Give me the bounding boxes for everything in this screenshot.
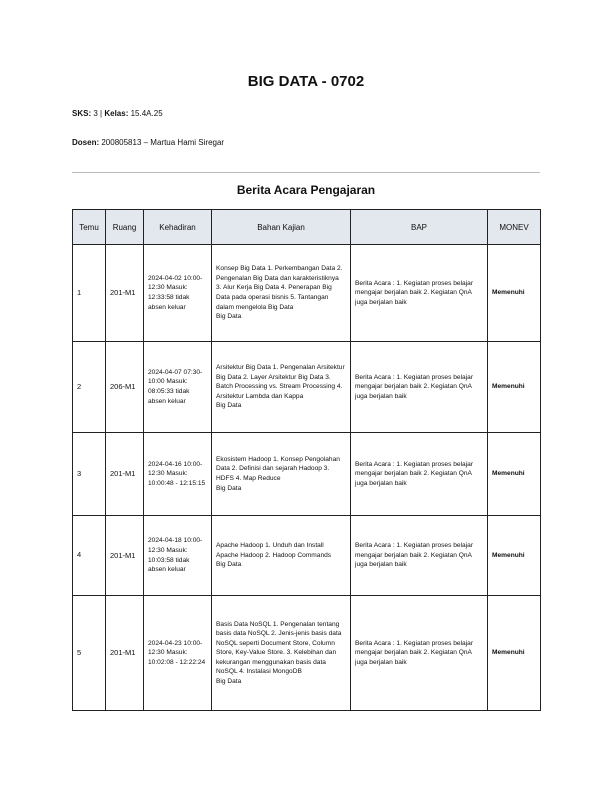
- bahan-kajian-text: Ekosistem Hadoop 1. Konsep Pengolahan Data 2. Definisi dan sejarah Hadoop 3. HDFS 4. Map Reduce: [216, 455, 340, 482]
- section-title: Berita Acara Pengajaran: [236, 183, 376, 197]
- dosen-value: 200805813 – Martua Hami Siregar: [101, 138, 225, 147]
- bap-table: [72, 209, 541, 711]
- kelas-label: Kelas:: [104, 109, 129, 118]
- header-temu: Temu: [73, 210, 106, 245]
- ruang-cell: 206-M1: [106, 342, 144, 433]
- table-row: [73, 596, 541, 711]
- header-monev: MONEV: [488, 210, 541, 245]
- bahan-kajian-text: Arsitektur Big Data 1. Pengenalan Arsitektur Big Data 2. Layer Arsitektur Big Data 3. Batch Processing vs. Stream Processing 4. Arsitektur Lambda dan Kappa: [216, 364, 345, 400]
- bahan-kajian-text: Basis Data NoSQL 1. Pengenalan tentang basis data NoSQL 2. Jenis-jenis basis data NoSQL seperti Document Store, Column Store, Key-Value Store. 3. Kelebihan dan kekurangan menggunakan basis data NoSQL 4. Instalasi MongoDB: [216, 620, 342, 676]
- monev-cell: Memenuhi: [488, 516, 541, 596]
- bahan-kajian-text: Konsep Big Data 1. Perkembangan Data 2. Pengenalan Big Data dan karakteristiknya 3. Alur Kerja Big Data 4. Penerapan Big Data pada operasi bisnis 5. Tantangan dalam mengelola Big Data: [216, 265, 343, 311]
- dosen-label: Dosen:: [72, 138, 100, 147]
- monev-cell: Memenuhi: [488, 245, 541, 342]
- ruang-cell: 201-M1: [106, 245, 144, 342]
- temu-cell: 5: [73, 596, 106, 711]
- bahan-kajian-cell: [212, 342, 351, 433]
- bap-cell: Berita Acara : 1. Kegiatan proses belajar mengajar berjalan baik 2. Kegiatan QnA juga berjalan baik: [351, 433, 488, 516]
- header-kehadiran: Kehadiran: [144, 210, 212, 245]
- monev-cell: Memenuhi: [488, 433, 541, 516]
- bap-cell: Berita Acara : 1. Kegiatan proses belajar mengajar berjalan baik 2. Kegiatan QnA juga berjalan baik: [351, 516, 488, 596]
- table-header-row: [73, 210, 541, 245]
- divider: [72, 172, 540, 173]
- kehadiran-cell: 2024-04-18 10:00-12:30 Masuk: 10:03:58 tidak absen keluar: [144, 516, 212, 596]
- monev-cell: Memenuhi: [488, 342, 541, 433]
- kelas-value: 15.4A.25: [130, 109, 163, 118]
- kehadiran-cell: 2024-04-16 10:00-12:30 Masuk: 10:00:48 - 12:15:15: [144, 433, 212, 516]
- page-title: BIG DATA - 0702: [247, 73, 365, 90]
- ruang-cell: 201-M1: [106, 596, 144, 711]
- bahan-kajian-tag: Big Data: [216, 561, 242, 569]
- bahan-kajian-cell: [212, 516, 351, 596]
- temu-cell: 4: [73, 516, 106, 596]
- bahan-kajian-cell: [212, 245, 351, 342]
- sks-label: SKS:: [72, 109, 92, 118]
- sks-kelas-line: [72, 109, 163, 118]
- bap-cell: Berita Acara : 1. Kegiatan proses belajar mengajar berjalan baik 2. Kegiatan QnA juga berjalan baik: [351, 342, 488, 433]
- kehadiran-cell: 2024-04-23 10:00-12:30 Masuk: 10:02:08 - 12:22:24: [144, 596, 212, 711]
- temu-cell: 1: [73, 245, 106, 342]
- bap-cell: Berita Acara : 1. Kegiatan proses belajar mengajar berjalan baik 2. Kegiatan QnA juga berjalan baik: [351, 596, 488, 711]
- bahan-kajian-cell: [212, 433, 351, 516]
- bahan-kajian-tag: Big Data: [216, 402, 242, 410]
- table-row: [73, 342, 541, 433]
- dosen-line: [72, 138, 224, 147]
- ruang-cell: 201-M1: [106, 433, 144, 516]
- header-ruang: Ruang: [106, 210, 144, 245]
- table-row: [73, 433, 541, 516]
- sks-value: 3: [93, 109, 98, 118]
- table-row: [73, 516, 541, 596]
- temu-cell: 2: [73, 342, 106, 433]
- kehadiran-cell: 2024-04-02 10:00-12:30 Masuk: 12:33:58 tidak absen keluar: [144, 245, 212, 342]
- temu-cell: 3: [73, 433, 106, 516]
- header-bahan-kajian: Bahan Kajian: [212, 210, 351, 245]
- table-row: [73, 245, 541, 342]
- separator: |: [100, 109, 103, 118]
- header-bap: BAP: [351, 210, 488, 245]
- bahan-kajian-tag: Big Data: [216, 484, 242, 492]
- bahan-kajian-tag: Big Data: [216, 677, 242, 685]
- bap-cell: Berita Acara : 1. Kegiatan proses belajar mengajar berjalan baik 2. Kegiatan QnA juga berjalan baik: [351, 245, 488, 342]
- kehadiran-cell: 2024-04-07 07:30-10:00 Masuk: 08:05:33 tidak absen keluar: [144, 342, 212, 433]
- monev-cell: Memenuhi: [488, 596, 541, 711]
- ruang-cell: 201-M1: [106, 516, 144, 596]
- bahan-kajian-text: Apache Hadoop 1. Unduh dan Install Apache Hadoop 2. Hadoop Commands: [216, 542, 332, 559]
- bahan-kajian-cell: [212, 596, 351, 711]
- bahan-kajian-tag: Big Data: [216, 313, 242, 321]
